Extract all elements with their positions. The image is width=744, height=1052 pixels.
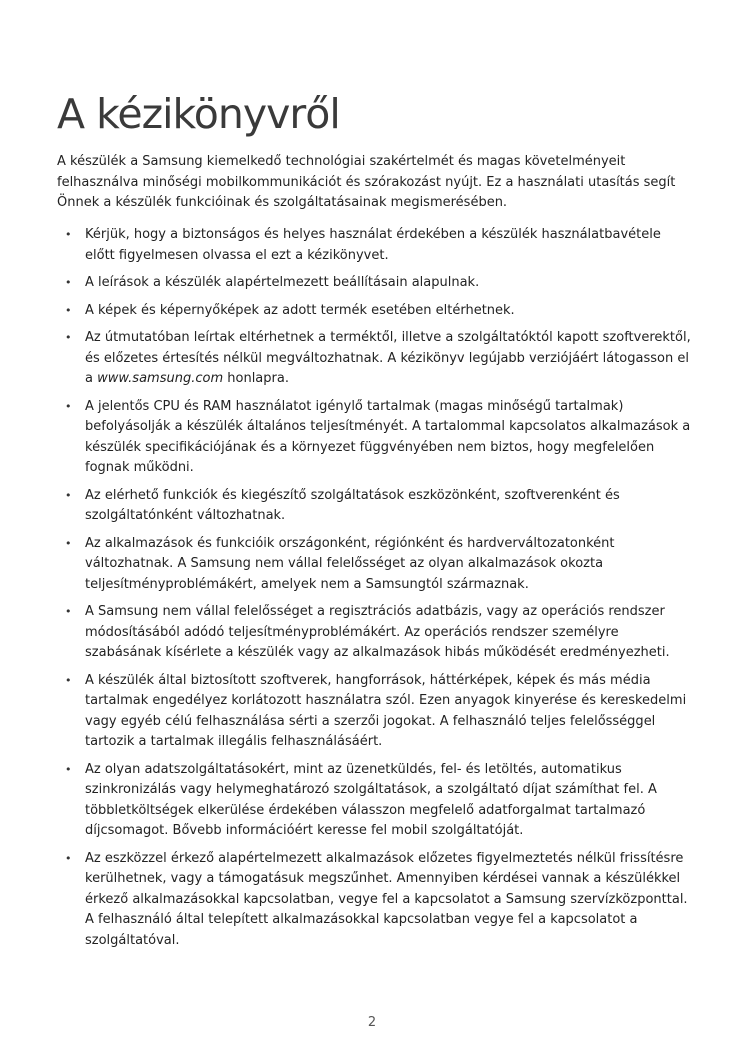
page-number: 2 [367,1015,377,1030]
bullet-icon: • [65,303,72,317]
list-item-text: A képek és képernyőképek az adott termék esetében eltérhetnek. [85,302,515,318]
list-item [65,273,693,294]
bullet-icon: • [65,762,72,776]
intro-paragraph: A készülék a Samsung kiemelkedő technológiai szakértelmét és magas követelményeit felhasználva minőségi mobilkommunikációt és szórakozást nyújt. Ez a használati utasítás segít Önnek a készülék funkcióinak és szolgáltatásainak megismerésében. [57,154,676,210]
list-item-text: Az eszközzel érkező alapértelmezett alkalmazások előzetes figyelmeztetés nélkül frissítésre kerülhetnek, vagy a támogatásuk megszűnhet. Amennyiben kérdései vannak a készülékkel érkező alkalmazásokkal kapcsolatban, vegye fel a kapcsolatot a Samsung szervízközponttal. A felhasználó által telepített alkalmazásokkal kapcsolatban vegye fel a kapcsolatot a szolgáltatóval. [85,850,688,948]
bullet-icon: • [65,488,72,502]
list-item [65,486,693,527]
page-title: A kézikönyvről [57,90,340,138]
list-item [65,849,693,952]
list-item-text: A leírások a készülék alapértelmezett beállításain alapulnak. [85,275,480,290]
bullet-icon: • [65,399,72,413]
bullet-icon: • [65,228,72,241]
bullet-icon: • [65,331,72,344]
bullet-icon: • [65,851,72,865]
list-item [65,397,693,479]
list-item-text: A készülék által biztosított szoftverek, hangforrások, háttérképek, képek és más média tartalmak engedélyez korlátozott használatra szól. Ezen anyagok kinyerése és kereskedelmi vagy egyéb célú felhasználása sérti a szerzői jogokat. A felhasználó teljes felelősséggel tartozik a tartalmak illegális felhasználásáért. [85,672,687,749]
list-item [65,671,693,753]
list-item [65,301,693,322]
list-item-text: Kérjük, hogy a biztonságos és helyes használat érdekében a készülék használatbavétele előtt figyelmesen olvassa el ezt a kézikönyvet. [85,227,661,263]
list-item-text: Az olyan adatszolgáltatásokért, mint az üzenetküldés, fel- és letöltés, automatikus szinkronizálás vagy helymeghatározó szolgáltatások, a szolgáltató díjat számíthat fel. A többletköltségek elkerülése érdekében válasszon megfelelő adatforgalmat tartalmazó díjcsomagot. Bővebb információért keresse fel mobil szolgáltatóját. [85,761,657,838]
bullet-list [65,225,693,958]
bullet-icon: • [65,536,72,550]
list-item [65,328,693,390]
bullet-icon: • [65,673,72,687]
list-item-text: A jelentős CPU és RAM használatot igénylő tartalmak (magas minőségű tartalmak) befolyásolják a készülék általános teljesítményét. A tartalommal kapcsolatos alkalmazások a készülék specifikációjának és a környezet függvényében nem biztos, hogy megfelelően fognak működni. [85,398,691,475]
list-item-text: Az útmutatóban leírtak eltérhetnek a terméktől, illetve a szolgáltatóktól kapott szoftverektől, és előzetes értesítés nélkül megváltozhatnak. A kézikönyv legújabb verziójáért látogasson el a [85,330,691,386]
list-item-text: Az alkalmazások és funkcióik országonként, régiónként és hardverváltozatonként változhatnak. A Samsung nem vállal felelősséget az olyan alkalmazások okozta teljesítményproblémákért, amelyek nem a Samsungtól származnak. [85,535,615,592]
list-item-text: Az elérhető funkciók és kiegészítő szolgáltatások eszközönként, szoftverenként és szolgáltatónként változhatnak. [85,487,620,523]
list-item [65,534,693,596]
list-item [65,760,693,842]
list-item [65,602,693,664]
list-item-text-after: honlapra. [223,371,289,386]
bullet-icon: • [65,605,72,618]
bullet-icon: • [65,276,72,289]
list-item [65,225,693,266]
samsung-website-link[interactable]: www.samsung.com [97,371,224,386]
list-item-text: A Samsung nem vállal felelősséget a regisztrációs adatbázis, vagy az operációs rendszer módosításából adódó teljesítményproblémákért. Az operációs rendszer személyre szabásának kísérlete a készülék vagy az alkalmazások hibás működését eredményezheti. [85,604,670,660]
